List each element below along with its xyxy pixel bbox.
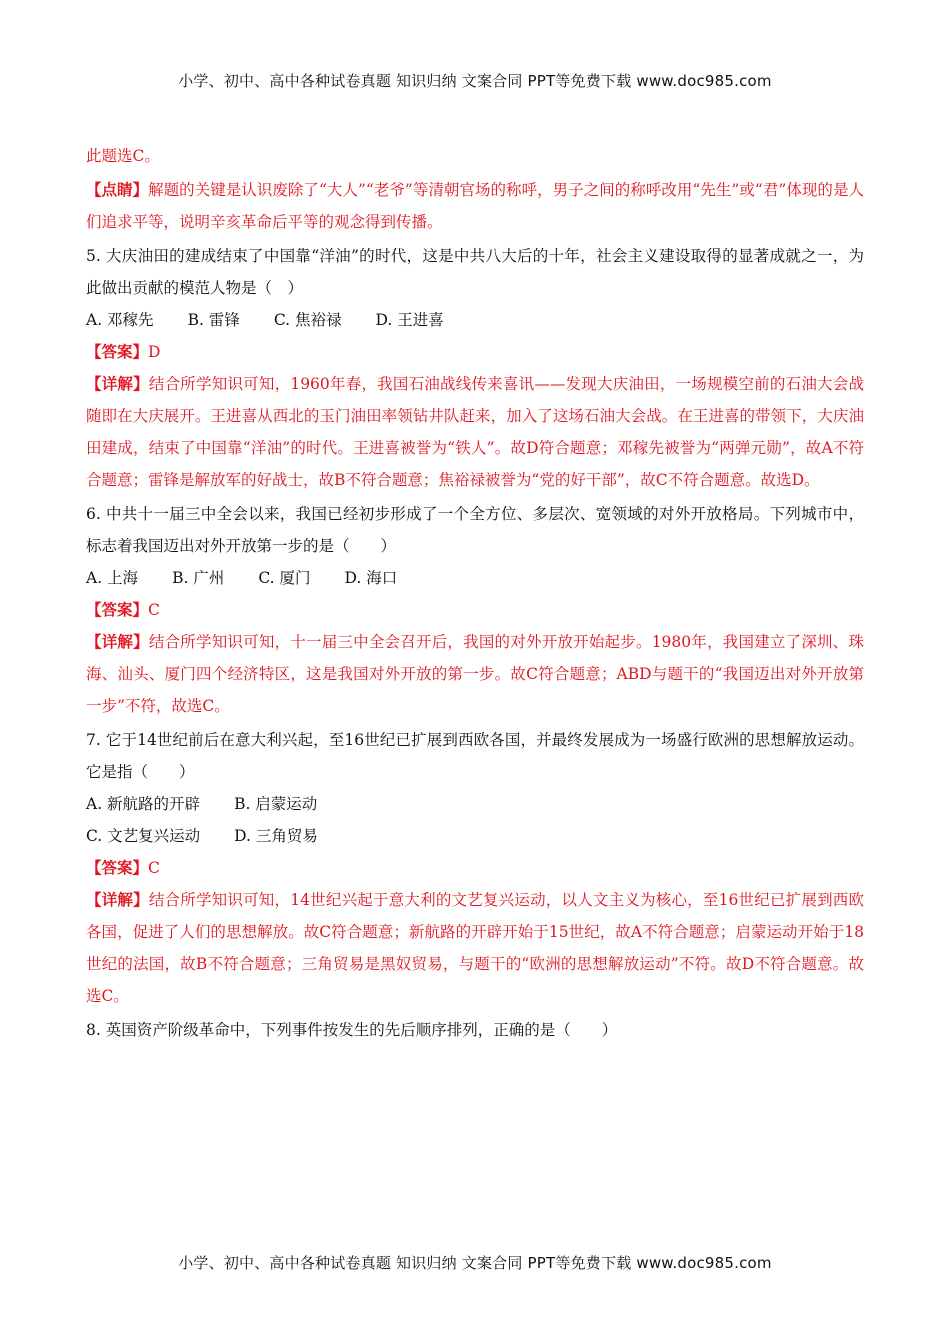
document-body: [86, 140, 864, 1046]
q5-stem: 5. 大庆油田的建成结束了中国靠“洋油”的时代，这是中共八大后的十年，社会主义建设取得的显著成就之一，为此做出贡献的模范人物是（ ）: [86, 247, 864, 297]
q6-detail: [86, 626, 864, 722]
q7-option-a: A. 新航路的开辟: [86, 795, 201, 813]
q7-detail: [86, 884, 864, 1012]
page-footer: 小学、初中、高中各种试卷真题 知识归纳 文案合同 PPT等免费下载 www.doc985.com: [178, 1254, 772, 1272]
q6-answer-value: C: [148, 601, 160, 619]
q5-option-a: A. 邓稼先: [86, 311, 154, 329]
q7-answer: [86, 852, 864, 884]
q7-detail-text: 结合所学知识可知，14世纪兴起于意大利的文艺复兴运动，以人文主义为核心，至16世纪已扩展到西欧各国，促进了人们的思想解放。故C符合题意；新航路的开辟开始于15世纪，故A不符合题意；启蒙运动开始于18世纪的法国，故B不符合题意；三角贸易是黑奴贸易，与题干的“欧洲的思想解放运动”不符。故D不符合题意。故选C。: [86, 891, 864, 1005]
q7-options-row2: [86, 820, 864, 852]
q7-answer-value: C: [148, 859, 160, 877]
q5-detail-label: 【详解】: [86, 374, 149, 393]
q5-option-c: C. 焦裕禄: [273, 311, 342, 329]
q6-option-a: A. 上海: [86, 569, 139, 587]
q5-answer-label: 【答案】: [86, 342, 149, 361]
q6-option-b: B. 广州: [172, 569, 225, 587]
q7-answer-label: 【答案】: [86, 858, 149, 877]
page-header: 小学、初中、高中各种试卷真题 知识归纳 文案合同 PPT等免费下载 www.doc985.com: [178, 72, 772, 90]
q5-answer-value: D: [148, 343, 161, 361]
q8-stem: 8. 英国资产阶级革命中，下列事件按发生的先后顺序排列，正确的是（ ）: [86, 1021, 618, 1039]
q7-option-b: B. 启蒙运动: [234, 795, 318, 813]
q6-option-c: C. 厦门: [258, 569, 311, 587]
q7-stem: 7. 它于14世纪前后在意大利兴起，至16世纪已扩展到西欧各国，并最终发展成为一场盛行欧洲的思想解放运动。它是指（ ）: [86, 731, 864, 781]
q6-options: [86, 562, 864, 594]
prev-tip: [86, 174, 864, 238]
q6-detail-label: 【详解】: [86, 632, 149, 651]
q5-option-b: B. 雷锋: [187, 311, 240, 329]
q5-options: [86, 304, 864, 336]
q7-option-d: D. 三角贸易: [234, 827, 318, 845]
q5-option-d: D. 王进喜: [375, 311, 444, 329]
q5-detail: [86, 368, 864, 496]
q6-option-d: D. 海口: [344, 569, 398, 587]
prev-conclusion: 此题选C。: [86, 147, 160, 165]
tip-label: 【点睛】: [86, 180, 149, 199]
q5-answer: [86, 336, 864, 368]
q7-option-c: C. 文艺复兴运动: [86, 827, 201, 845]
tip-text: 解题的关键是认识废除了“大人”“老爷”等清朝官场的称呼，男子之间的称呼改用“先生”或“君”体现的是人们追求平等，说明辛亥革命后平等的观念得到传播。: [86, 181, 864, 231]
q7-options-row1: [86, 788, 864, 820]
q6-detail-text: 结合所学知识可知，十一届三中全会召开后，我国的对外开放开始起步。1980年，我国建立了深圳、珠海、汕头、厦门四个经济特区，这是我国对外开放的第一步。故C符合题意；ABD与题干的“我国迈出对外开放第一步”不符，故选C。: [86, 633, 864, 715]
q6-stem: 6. 中共十一届三中全会以来，我国已经初步形成了一个全方位、多层次、宽领域的对外开放格局。下列城市中，标志着我国迈出对外开放第一步的是（ ）: [86, 505, 864, 555]
q6-answer: [86, 594, 864, 626]
q6-answer-label: 【答案】: [86, 600, 149, 619]
q5-detail-text: 结合所学知识可知，1960年春，我国石油战线传来喜讯——发现大庆油田，一场规模空前的石油大会战随即在大庆展开。王进喜从西北的玉门油田率领钻井队赶来，加入了这场石油大会战。在王进喜的带领下，大庆油田建成，结束了中国靠“洋油”的时代。王进喜被誉为“铁人”。故D符合题意；邓稼先被誉为“两弹元勋”，故A不符合题意；雷锋是解放军的好战士，故B不符合题意；焦裕禄被誉为“党的好干部”，故C不符合题意。故选D。: [86, 375, 864, 489]
q7-detail-label: 【详解】: [86, 890, 149, 909]
